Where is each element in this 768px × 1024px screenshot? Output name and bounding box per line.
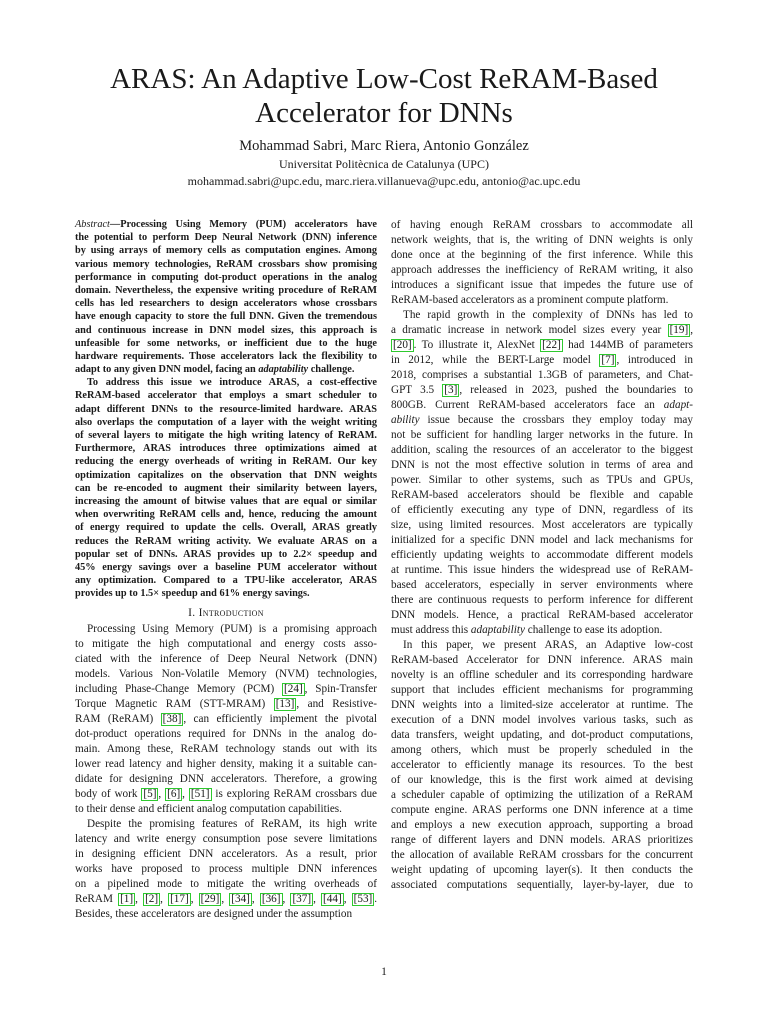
body-line: Besides, these accelerators are designed under the assumption	[75, 908, 353, 921]
body-line: introduces a significant issue that impedes the future use of	[391, 279, 693, 291]
page-number: 1	[381, 966, 387, 978]
body-line: DNN models. Hence, a practical ReRAM-based accelerator	[391, 609, 693, 621]
body-line: ability issue because the crossbars they employ today may	[391, 414, 693, 426]
body-line: at runtime. This issue hinders the widespread use of ReRAM-	[391, 564, 693, 576]
body-line: in 2012, while the BERT-Large model [7] , introduced in	[391, 354, 693, 366]
introduction-text-left	[75, 622, 377, 922]
body-line: latency and write energy consumption pose severe limitations	[75, 833, 377, 846]
citation-link[interactable]: [37]	[292, 893, 312, 906]
body-line: lower read latency and higher density, making it a suitable can-	[75, 758, 377, 771]
body-line: weight updating of upcoming layer(s). It then conducts the	[391, 864, 693, 876]
citation-link[interactable]: [44]	[323, 893, 342, 906]
abstract-line: provides up to 1.5× speedup and 61% energy savings.	[75, 588, 310, 600]
abstract-line: domain. Nevertheless, the expensive writing procedure of ReRAM	[75, 284, 377, 296]
body-line: on a pipelined mode to mitigate the writing overheads of	[75, 878, 377, 891]
body-line: based accelerators, especially in server environments where	[391, 579, 693, 591]
abstract-line: hardware requirements. Those accelerators lack the flexibility to	[75, 350, 377, 362]
body-line: to their dense and efficient analog computation capabilities.	[75, 803, 342, 816]
title-line-2: Accelerator for DNNs	[255, 97, 513, 129]
paper-title	[0, 62, 768, 130]
body-line: models. Various Non-Volatile Memory (NVM) technologies,	[75, 668, 377, 681]
body-line: addition, scaling the resources of an accelerator to the biggest	[391, 444, 693, 456]
author-emails: mohammad.sabri@upc.edu, marc.riera.villanueva@upc.edu, antonio@ac.upc.edu	[187, 174, 581, 188]
body-line: works have proposed to process multiple DNN inferences	[75, 863, 377, 876]
body-line: initialized for a specific DNN model and lack mechanisms for	[391, 534, 693, 546]
abstract-line: have enough capacity to store the full DNN. Given the tremendous	[75, 311, 377, 323]
body-line: to mitigate the high computational and energy costs asso-	[75, 638, 377, 651]
abstract-line: optimization capitalizes on the observation that DNN weights	[75, 469, 377, 481]
citation-link[interactable]: [29]	[200, 893, 220, 906]
body-line: not be sufficient for handling larger networks in the future. In	[391, 429, 693, 441]
body-line: associated computations sequentially, layer-by-layer, due to	[391, 879, 693, 891]
abstract-line: also overlaps the computation of a layer with the weight writing	[75, 416, 377, 428]
body-line: among others, which must be properly scheduled in the	[391, 744, 693, 756]
body-line: a dramatic increase in network model sizes every year [19] ,	[391, 324, 693, 336]
citation-link[interactable]: [13]	[275, 698, 295, 711]
body-line: must address this adaptability challenge to ease its adoption.	[391, 624, 663, 636]
citation-link[interactable]: [17]	[170, 893, 189, 906]
title-line-1: ARAS: An Adaptive Low-Cost ReRAM-Based	[110, 63, 658, 95]
abstract-line: reduces the ReRAM writing activity. We evaluate ARAS on a	[75, 535, 377, 547]
body-line: RAM (ReRAM) [38] , can efficiently implement the pivotal	[75, 713, 377, 726]
left-column	[75, 218, 377, 922]
abstract-line: Abstract—Processing Using Memory (PUM) accelerators have	[75, 219, 377, 230]
abstract-label: Abstract	[75, 219, 110, 230]
abstract-line: the potential to perform Deep Neural Network (DNN) inference	[75, 232, 377, 244]
citation-link[interactable]: [2]	[145, 893, 159, 906]
body-line: ReRAM [1] , [2] , [17] , [29] , [34] , [36] , [37] , [44] , [53] .	[75, 893, 378, 906]
body-line: Processing Using Memory (PUM) is a promising approach	[87, 623, 377, 636]
citation-link[interactable]: [5]	[143, 788, 157, 801]
body-line: accelerator to efficiently manage its resources. To the best	[391, 759, 693, 771]
abstract-line: when overwriting ReRAM cells and, hence, reducing the amount	[75, 509, 377, 521]
abstract-line: of energy required to update the cells. Overall, ARAS greatly	[75, 522, 377, 534]
body-line: dot-product operations required for DNNs in the analog do-	[75, 728, 377, 741]
abstract-line: adapt to any given DNN model, facing an adaptability challenge.	[75, 364, 355, 376]
body-line: efficiently updating weights to accommodate different models	[391, 549, 693, 561]
affiliation: Universitat Politècnica de Catalunya (UPC)	[279, 157, 489, 171]
abstract-line: popular set of DNNs. ARAS provides up to 2.2× speedup and	[75, 548, 377, 560]
body-line: the allocation of available ReRAM crossbars for the concurrent	[391, 849, 693, 861]
citation-link[interactable]: [3]	[444, 384, 458, 396]
body-line: of having enough ReRAM crossbars to accommodate all	[391, 219, 693, 231]
body-line: range of different layers and DNN models. ARAS prioritizes	[391, 834, 693, 846]
body-line: ReRAM-based Accelerator for DNN inference. ARAS main	[391, 654, 693, 666]
body-line: [20] . To illustrate it, AlexNet [22] had 144MB of parameters	[393, 339, 693, 351]
body-line: 800GB. Current ReRAM-based accelerators face an adapt-	[391, 399, 693, 411]
abstract-line: reducing the energy overheads of writing in ReRAM. Our key	[75, 456, 377, 468]
citation-link[interactable]: [36]	[261, 893, 281, 906]
abstract-line: To address this issue we introduce ARAS, a cost-effective	[87, 377, 377, 389]
abstract-line: ReRAM-based accelerator that employs a smart scheduler to	[75, 390, 377, 402]
abstract-line: performance in computing dot-product operations in the analog	[75, 271, 377, 283]
body-line: novelty is an offline scheduler and its corresponding hardware	[391, 669, 693, 681]
section-heading-introduction: I. Introduction	[188, 607, 264, 620]
abstract-line: 45% energy savings over a baseline PUM accelerator without	[75, 561, 377, 573]
abstract-line: unfeasible for some networks, or inefficient due to the huge	[75, 337, 377, 349]
body-line: compute engine. ARAS performs one DNN inference at a time	[391, 804, 693, 816]
body-line: support that includes efficient mechanisms for programming	[391, 684, 693, 696]
body-line: In this paper, we present ARAS, an Adaptive low-cost	[403, 639, 693, 651]
body-line: approach addresses the inefficiency of ReRAM writing, it also	[391, 264, 693, 276]
body-line: data transfers, weight updating, and dot-product computations,	[391, 729, 693, 741]
abstract-line: of several layers to mitigate the high writing latency of ReRAM.	[75, 430, 377, 441]
body-line: main. Among these, ReRAM technology stands out with its	[75, 743, 377, 756]
body-line: Torque Magnetic RAM (STT-MRAM) [13] , and Resistive-	[75, 698, 377, 711]
body-line: execution of a DNN model involves various tasks, such as	[391, 714, 693, 726]
abstract-line: cells has led researchers to design accelerators whose crossbars	[75, 298, 377, 310]
body-line: DNN is not the most effective solution in terms of area and	[391, 459, 693, 471]
body-line: and employs a new execution approach, supporting a broad	[391, 819, 693, 831]
citation-link[interactable]: [1]	[120, 893, 134, 906]
body-line: ReRAM-based accelerators should be flexible and capable	[391, 489, 693, 501]
citation-link[interactable]: [19]	[669, 324, 689, 336]
body-line: GPT 3.5 [3] , released in 2023, pushed the boundaries to	[391, 384, 693, 396]
abstract-line: adapt different DNNs to the resource-limited hardware. ARAS	[75, 403, 377, 415]
citation-link[interactable]: [24]	[284, 683, 303, 696]
body-line: 2018, comprises a substantial 1.3GB of parameters, and Chat-	[391, 369, 693, 381]
body-line: including Phase-Change Memory (PCM) [24] , Spin-Transfer	[75, 683, 377, 696]
abstract-line: increasing the amount of bitwise values that are equal or similar	[75, 495, 377, 507]
citation-link[interactable]: [34]	[231, 893, 250, 906]
abstract-line: any optimization. Compared to a TPU-like accelerator, ARAS	[75, 575, 377, 587]
right-column	[391, 218, 693, 893]
citation-link[interactable]: [51]	[190, 788, 210, 801]
body-line: size, using limited resources. Most accelerators are typically	[391, 519, 693, 531]
body-line: of efficiently executing any type of DNN, regardless of its	[391, 504, 693, 516]
citation-link[interactable]: [38]	[162, 713, 182, 726]
body-line: body of work [5] , [6] , [51] is exploring ReRAM crossbars due	[75, 788, 378, 801]
citation-link[interactable]: [7]	[601, 354, 615, 366]
body-line: DNN weights into a limited-size accelerator at runtime. The	[391, 699, 693, 711]
abstract-line: various memory technologies, ReRAM crossbars show promising	[75, 258, 377, 270]
body-line: in designing efficient DNN accelerators. As a result, prior	[75, 848, 377, 861]
abstract-line: and continuous increase in DNN model sizes, this approach is	[75, 324, 377, 336]
body-line: didate for designing DNN accelerators. Therefore, a growing	[75, 773, 377, 786]
body-line: of our knowledge, this is the first work aimed at devising	[391, 774, 693, 786]
citation-link[interactable]: [20]	[393, 339, 412, 351]
body-line: power. Similar to other systems, such as TPUs and GPUs,	[391, 474, 693, 486]
citation-link[interactable]: [22]	[542, 339, 561, 351]
abstract-line: Furthermore, ARAS introduces three optimizations aimed at	[75, 443, 377, 455]
body-line: done once at the beginning of the first inference. While this	[391, 249, 693, 261]
body-line: ciated with the inference of Deep Neural Network (DNN)	[75, 653, 377, 666]
citation-link[interactable]: [53]	[353, 893, 373, 906]
abstract	[75, 218, 377, 600]
body-line: ReRAM-based accelerators as a prominent compute platform.	[391, 294, 669, 306]
body-line: The rapid growth in the complexity of DNNs has led to	[403, 309, 693, 321]
body-line: there are continuous requests to perform inference for different	[391, 594, 693, 606]
abstract-line: can be re-encoded to augment their similarity between layers,	[75, 482, 377, 494]
body-line: network weights, that is, the writing of DNN weights is only	[391, 234, 693, 246]
citation-link[interactable]: [6]	[167, 788, 181, 801]
body-line: Despite the promising features of ReRAM, its high write	[87, 818, 377, 831]
abstract-line: by using arrays of memory cells as computation engines. Among	[75, 245, 377, 257]
body-line: a scheduler capable of optimizing the utilization of a ReRAM	[391, 789, 693, 801]
author-list: Mohammad Sabri, Marc Riera, Antonio González	[239, 138, 529, 154]
